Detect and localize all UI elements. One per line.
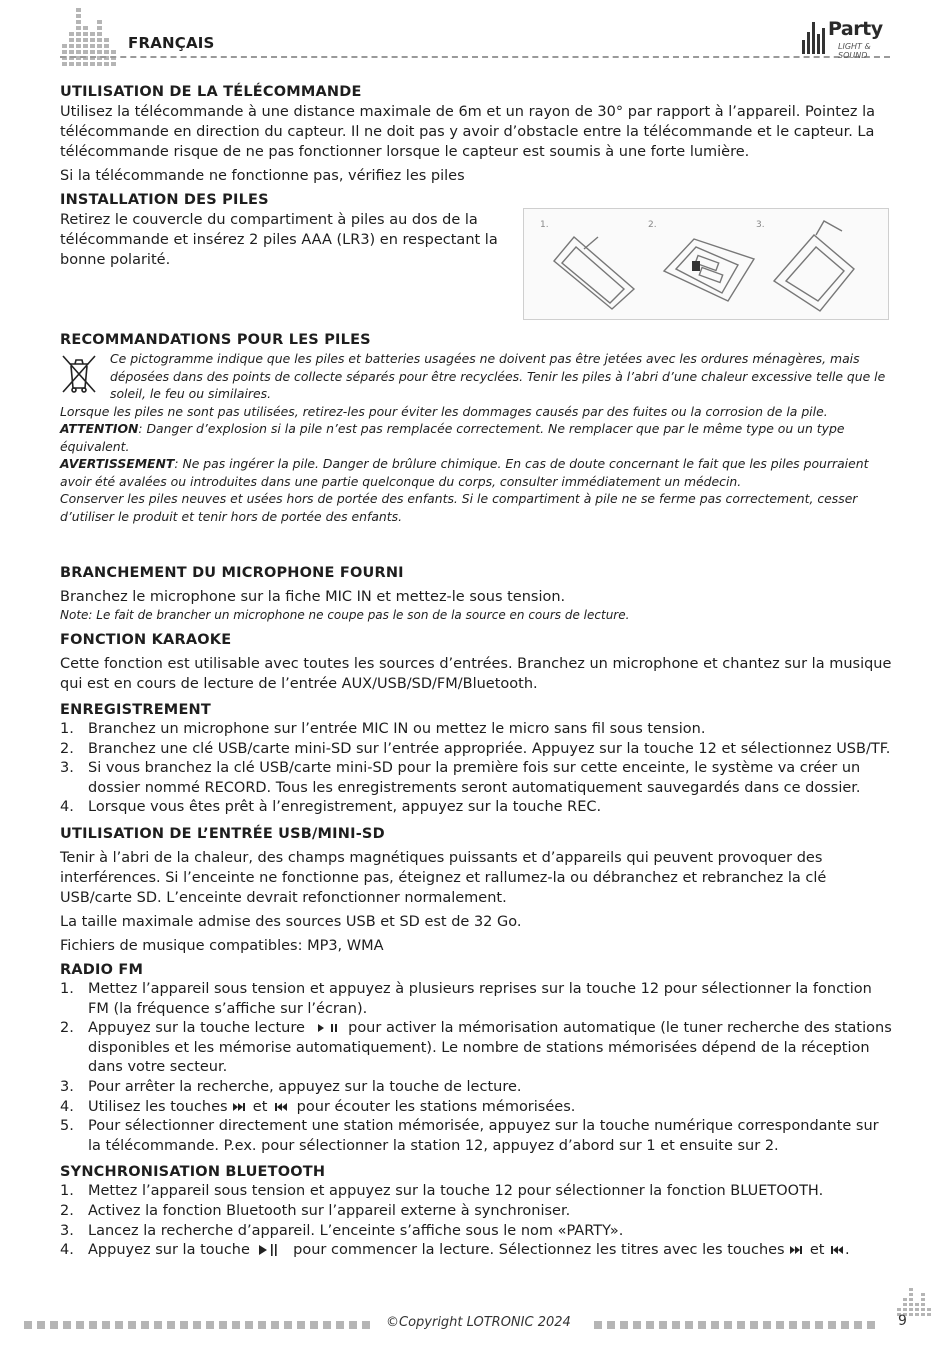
figure-step-1: 1. (540, 220, 549, 230)
batteries-section (60, 210, 892, 330)
list-item: 1. Branchez un microphone sur l’entrée MIC IN ou mettez le micro sans fil sous tension. (60, 721, 706, 737)
next-track-icon (232, 1101, 248, 1113)
radio-steps (60, 980, 892, 1156)
footer-divider-right (594, 1321, 884, 1329)
microphone-text: Branchez le microphone sur la fiche MIC IN et mettez-le sous tension. (60, 589, 566, 605)
recycling-text: Ce pictogramme indique que les piles et batteries usagées ne doivent pas être jetées avec les ordures ménagères, mais déposées dans des points de collecte séparés pour être recyclées. Tenir les piles à l’abri d’une chaleur excessive telle que le soleil, le feu ou similaires. (110, 351, 886, 401)
footer-divider-left (24, 1321, 374, 1329)
header-divider (60, 56, 890, 58)
unused-batteries-text: Lorsque les piles ne sont pas utilisées, retirez-les pour éviter les dommages causés par des fuites ou la corrosion de la pile. (60, 403, 828, 419)
play-pause-icon (310, 1022, 344, 1034)
list-item: 3. Pour arrêter la recherche, appuyez sur la touche de lecture. (60, 1078, 522, 1095)
recommendations-title: RECOMMANDATIONS POUR LES PILES (60, 332, 371, 348)
recycling-notice (60, 350, 892, 403)
copyright-text: ©Copyright LOTRONIC 2024 (386, 1315, 571, 1330)
list-item: 4. Lorsque vous êtes prêt à l’enregistrement, appuyez sur la touche REC. (60, 799, 602, 816)
attention-label: ATTENTION (60, 421, 139, 436)
list-item: 5. Pour sélectionner directement une station mémorisée, appuyez sur la touche numérique correspondante sur la télécommande. P.ex. pour sélectionner la station 12, appuyez d’abord sur 1 et ensuite sur 2. (60, 1118, 879, 1154)
list-item: 2. Appuyez sur la touche lecture pour activer la mémorisation automatique (le tuner recherche des stations disponibles et les mémorise automatiquement). Le nombre de stations mémorisées dépend de la réception dans votre secteur. (60, 1020, 892, 1076)
list-item: 2. Activez la fonction Bluetooth sur l’appareil externe à synchroniser. (60, 1202, 571, 1219)
language-label: FRANÇAIS (128, 34, 215, 52)
usb-paragraph-2: La taille maximale admise des sources USB et SD est de 32 Go. (60, 913, 522, 930)
remote-paragraph-1: Utilisez la télécommande à une distance maximale de 6m et un rayon de 30° par rapport à l’appareil. Pointez la télécommande en direction du capteur. Il ne doit pas y avoir d’obstacle entre la télécommande et le capteur. La télécommande risque de ne pas fonctionner lorsque le capteur est soumis à une forte lumière. (60, 104, 875, 160)
page-content (60, 74, 892, 1261)
microphone-title: BRANCHEMENT DU MICROPHONE FOURNI (60, 565, 404, 581)
attention-text: : Danger d’explosion si la pile n’est pas remplacée correctement. Ne remplacer que par le même type ou un type équivalent. (60, 421, 845, 454)
remote-title: UTILISATION DE LA TÉLÉCOMMANDE (60, 84, 362, 100)
warning-paragraph (60, 455, 892, 490)
list-item: 1. Mettez l’appareil sous tension et appuyez sur la touche 12 pour sélectionner la fonction BLUETOOTH. (60, 1183, 824, 1200)
batteries-text: Retirez le couvercle du compartiment à piles au dos de la télécommande et insérez 2 piles AAA (LR3) en respectant la bonne polarité. (60, 212, 498, 268)
figure-step-2: 2. (648, 220, 657, 230)
previous-track-icon (272, 1101, 292, 1113)
brand-name: Party (828, 18, 883, 40)
karaoke-text: Cette fonction est utilisable avec toutes les sources d’entrées. Branchez un microphone et chantez sur la musique qui est en cours de lecture de l’entrée AUX/USB/SD/FM/Bluetooth. (60, 656, 892, 692)
usb-paragraph-3: Fichiers de musique compatibles: MP3, WMA (60, 937, 384, 954)
keep-away-text: Conserver les piles neuves et usées hors de portée des enfants. Si le compartiment à pile ne se ferme pas correctement, cesser d’utiliser le produit et tenir hors de portée des enfants. (60, 491, 858, 524)
recording-steps (60, 720, 892, 818)
crossed-out-bin-icon (60, 354, 98, 394)
microphone-note: Note: Le fait de brancher un microphone ne coupe pas le son de la source en cours de lecture. (60, 608, 630, 622)
list-item: 2. Branchez une clé USB/carte mini-SD sur l’entrée appropriée. Appuyez sur la touche 12 et sélectionnez USB/TF. (60, 740, 891, 757)
list-item: 3. Lancez la recherche d’appareil. L’enceinte s’affiche sous le nom «PARTY». (60, 1222, 624, 1239)
recording-title: ENREGISTREMENT (60, 702, 211, 718)
warning-text: : Ne pas ingérer la pile. Danger de brûlure chimique. En cas de doute concernant le fait que les piles pourraient avoir été avalées ou introduites dans une partie quelconque du corps, consulter immédiatement un médecin. (60, 456, 869, 489)
usb-paragraph-1: Tenir à l’abri de la chaleur, des champs magnétiques puissants et d’appareils qui peuvent provoquer des interférences. Si l’enceinte ne fonctionne pas, éteignez et rallumez-la ou débranchez et rebranchez la clé USB/carte SD. L’enceinte devrait refonctionner normalement. (60, 849, 827, 906)
figure-step-3: 3. (756, 220, 765, 230)
warning-label: AVERTISSEMENT (60, 456, 175, 471)
battery-installation-figure (523, 208, 889, 320)
list-item: 4. Appuyez sur la touche pour commencer la lecture. Sélectionnez les titres avec les touches et . (60, 1242, 850, 1259)
brand-bars-icon (802, 20, 828, 54)
usb-title: UTILISATION DE L’ENTRÉE USB/MINI-SD (60, 825, 385, 842)
radio-title: RADIO FM (60, 961, 144, 978)
bluetooth-title: SYNCHRONISATION BLUETOOTH (60, 1164, 326, 1181)
brand-tagline: LIGHT & SOUND (838, 42, 871, 60)
list-item: 4. Utilisez les touches et pour écouter les stations mémorisées. (60, 1098, 576, 1115)
previous-track-icon (829, 1244, 845, 1256)
list-item: 1. Mettez l’appareil sous tension et appuyez à plusieurs reprises sur la touche 12 pour sélectionner la fonction FM (la fréquence s’affiche sur l’écran). (60, 980, 872, 1017)
play-pause-icon (255, 1243, 289, 1257)
list-item: 3. Si vous branchez la clé USB/carte mini-SD pour la première fois sur cette enceinte, le système va créer un dossier nommé RECORD. Tous les enregistrements seront automatiquement sauvegardés dans ce dossier. (60, 760, 861, 796)
karaoke-title: FONCTION KARAOKE (60, 632, 232, 648)
remote-paragraph-2: Si la télécommande ne fonctionne pas, vérifiez les piles (60, 168, 465, 184)
attention-paragraph (60, 420, 892, 455)
brand-logo (802, 18, 894, 58)
page-number: 9 (898, 1313, 907, 1329)
bluetooth-steps (60, 1182, 892, 1260)
equalizer-logo-icon (60, 6, 118, 68)
next-track-icon (789, 1244, 805, 1256)
batteries-title: INSTALLATION DES PILES (60, 192, 269, 208)
